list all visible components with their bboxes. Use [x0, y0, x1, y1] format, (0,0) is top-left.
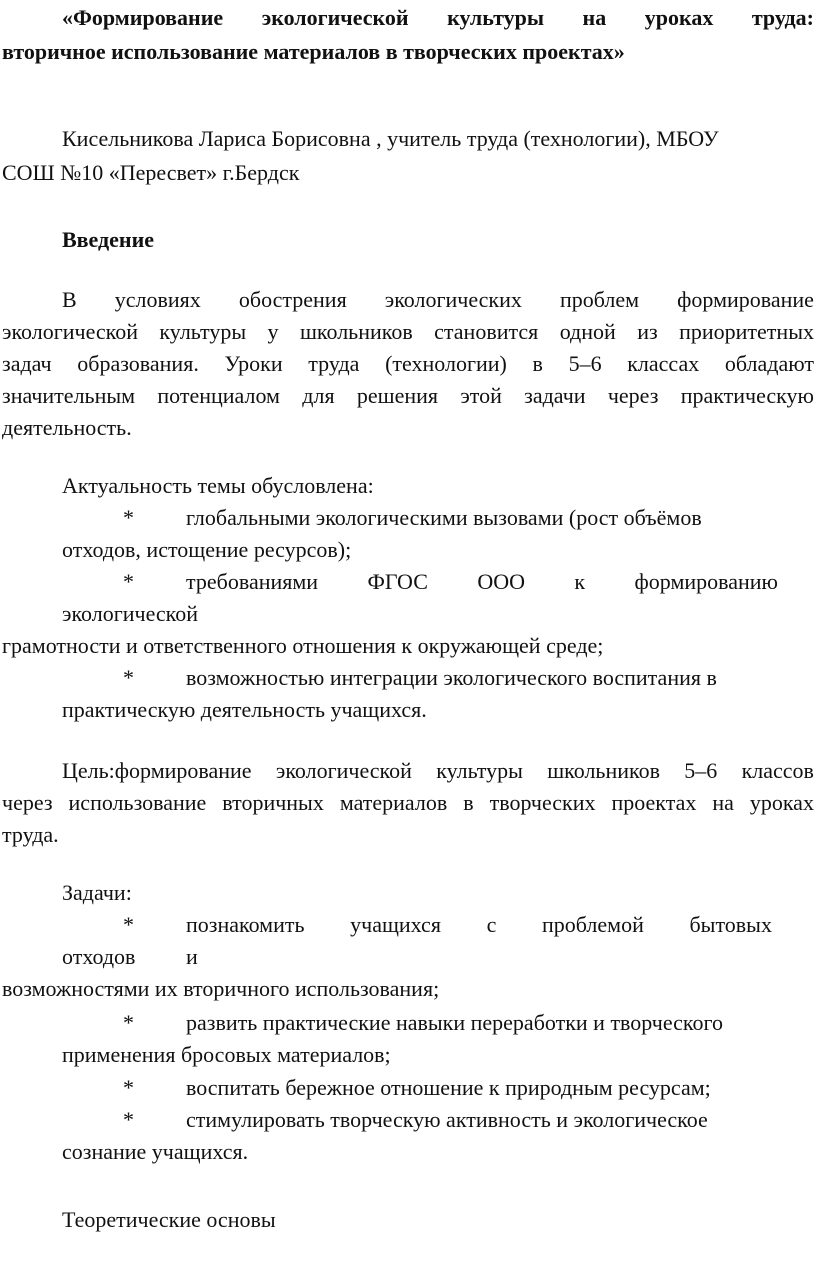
title-word: на — [582, 5, 607, 30]
word: одной — [559, 319, 616, 344]
title-word: уроках — [644, 5, 714, 30]
title-line-2: вторичное использование материалов в творческих проектах» — [2, 39, 625, 64]
goal-line-2 — [2, 787, 814, 819]
word: культуры — [159, 319, 247, 344]
word: экологических — [384, 287, 522, 312]
relevance-item-3-line-2: практическую деятельность учащихся. — [62, 697, 427, 722]
relevance-item-2-line-2: экологической — [62, 601, 198, 626]
word: через — [607, 383, 659, 408]
word: образования. — [77, 351, 199, 376]
word: на — [712, 790, 734, 815]
word: в — [532, 351, 543, 376]
word: культуры — [436, 758, 523, 783]
word: В — [62, 287, 77, 312]
word: требованиями — [186, 569, 319, 594]
tasks-item-2-line-1: развить практические навыки переработки и творческого — [186, 1010, 723, 1035]
word: проблемой — [541, 912, 644, 937]
goal-line-3: труда. — [2, 822, 59, 847]
word: школьников — [547, 758, 660, 783]
word: проблем — [559, 287, 640, 312]
relevance-item-2-line-3: грамотности и ответственного отношения к окружающей среде; — [2, 633, 604, 658]
tasks-item-2-line-2: применения бросовых материалов; — [62, 1042, 391, 1067]
tasks-item-3-line-1: воспитать бережное отношение к природным ресурсам; — [186, 1075, 711, 1100]
word: Цель:формирование — [62, 758, 252, 783]
word: из — [637, 319, 658, 344]
word: для — [302, 383, 335, 408]
bullet-asterisk: * — [123, 1107, 134, 1132]
word: этой — [460, 383, 502, 408]
word: у — [267, 319, 279, 344]
word: проектах — [611, 790, 697, 815]
word: 5–6 — [684, 758, 718, 783]
word: задачи — [524, 383, 586, 408]
title-word: экологической — [261, 5, 409, 30]
word: экологической — [2, 319, 138, 344]
tasks-item-1-line-2a: отходов — [62, 944, 136, 969]
intro-line-2 — [2, 316, 814, 348]
word: через — [2, 790, 53, 815]
bullet-asterisk: * — [123, 1075, 134, 1100]
tasks-item-1-line-1 — [186, 909, 772, 941]
bullet-asterisk: * — [123, 912, 134, 937]
word: творческих — [489, 790, 596, 815]
word: в — [463, 790, 474, 815]
title-word: труда: — [751, 5, 814, 30]
word: вторичных — [222, 790, 324, 815]
word: к — [574, 569, 586, 594]
word: (технологии) — [385, 351, 507, 376]
tasks-item-4-line-1: стимулировать творческую активность и экологическое — [186, 1107, 708, 1132]
word: классах — [627, 351, 700, 376]
word: обострения — [238, 287, 347, 312]
bullet-asterisk: * — [123, 665, 134, 690]
intro-line-3 — [2, 348, 814, 380]
word: учащихся — [350, 912, 441, 937]
tasks-item-1-line-2b: и — [186, 944, 198, 969]
word: приоритетных — [679, 319, 814, 344]
word: решения — [356, 383, 439, 408]
word: становится — [434, 319, 539, 344]
bullet-asterisk: * — [123, 505, 134, 530]
relevance-heading: Актуальность темы обусловлена: — [62, 473, 374, 498]
tasks-heading: Задачи: — [62, 880, 132, 905]
word: материалов — [339, 790, 448, 815]
word: экологической — [275, 758, 412, 783]
word: бытовых — [689, 912, 772, 937]
intro-heading: Введение — [62, 227, 155, 252]
word: Уроки — [224, 351, 283, 376]
title-word: культуры — [447, 5, 544, 30]
theory-heading: Теоретические основы — [62, 1207, 276, 1232]
relevance-item-1-line-2: отходов, истощение ресурсов); — [62, 537, 352, 562]
tasks-item-4-line-2: сознание учащихся. — [62, 1139, 249, 1164]
word: условиях — [114, 287, 201, 312]
title-line-1 — [62, 2, 814, 34]
author-line-2: СОШ №10 «Пересвет» г.Бердск — [2, 160, 300, 185]
goal-line-1 — [62, 755, 814, 787]
word: 5–6 — [568, 351, 602, 376]
word: познакомить — [186, 912, 305, 937]
relevance-item-2-line-1 — [186, 566, 778, 598]
word: классов — [741, 758, 814, 783]
word: ФГОС — [367, 569, 428, 594]
word: с — [486, 912, 497, 937]
bullet-asterisk: * — [123, 1010, 134, 1035]
word: труда — [308, 351, 360, 376]
tasks-item-1-line-3: возможностями их вторичного использования; — [2, 976, 440, 1001]
word: обладают — [724, 351, 814, 376]
author-line-1: Кисельникова Лариса Борисовна , учитель труда (технологии), МБОУ — [62, 126, 719, 151]
bullet-asterisk: * — [123, 569, 134, 594]
relevance-item-3-line-1: возможностью интеграции экологического воспитания в — [186, 665, 717, 690]
intro-line-4 — [2, 380, 814, 412]
word: формированию — [634, 569, 778, 594]
intro-line-5: деятельность. — [2, 415, 132, 440]
word: формирование — [677, 287, 814, 312]
word: уроках — [749, 790, 814, 815]
title-word: «Формирование — [62, 5, 224, 30]
word: использование — [68, 790, 207, 815]
word: ООО — [477, 569, 525, 594]
word: практическую — [680, 383, 814, 408]
word: потенциалом — [157, 383, 280, 408]
intro-line-1 — [62, 284, 814, 316]
word: школьников — [299, 319, 413, 344]
word: задач — [2, 351, 52, 376]
relevance-item-1-line-1: глобальными экологическими вызовами (рост объёмов — [186, 505, 702, 530]
word: значительным — [2, 383, 136, 408]
